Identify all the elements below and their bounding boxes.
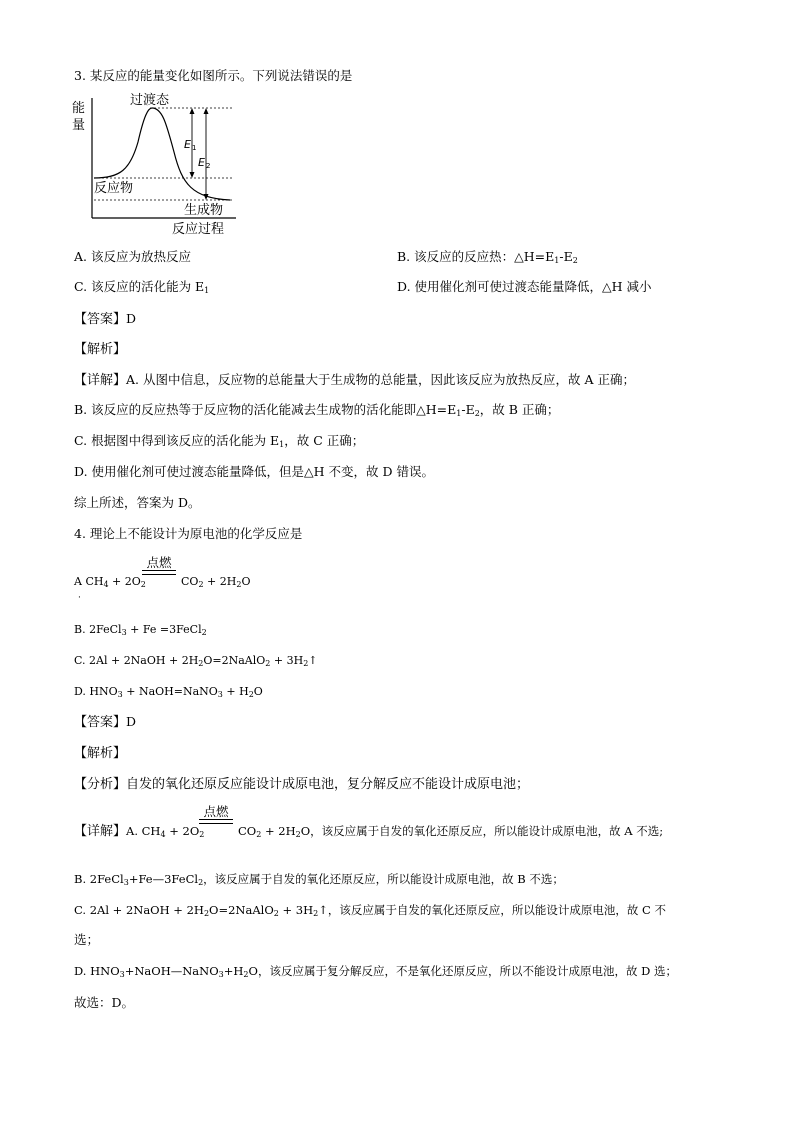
q3-analysis-tag: 【解析】: [74, 342, 127, 357]
q3-detail-d: D. 使用催化剂可使过渡态能量降低，但是△H 不变，故 D 错误。: [74, 464, 434, 479]
q3-option-a: A. 该反应为放热反应: [74, 249, 191, 264]
x-axis-label: 反应过程: [172, 222, 225, 237]
energy-diagram: [70, 92, 240, 238]
y-label-1: 能: [72, 101, 86, 116]
svg-text:1: 1: [192, 144, 197, 152]
reactant-label: 反应物: [94, 181, 134, 196]
q4-analysis-tag: 【解析】: [74, 746, 127, 761]
q3-option-b: B. 该反应的反应热：$\triangle H=E_1-E_2$: [397, 249, 578, 265]
e1-label: E: [184, 138, 191, 151]
q4-answer: 【答案】D: [74, 714, 137, 730]
q4-final: 故选：D。: [74, 995, 135, 1010]
q4-detail-c-wrap: 选；: [74, 932, 100, 947]
q3-summary: 综上所述，答案为 D。: [74, 495, 201, 510]
q3-detail-a: 【详解】A. 从图中信息，反应物的总能量大于生成物的总能量，因此该反应为放热反应，故 A 正确；: [74, 372, 635, 388]
q4-option-c: C. 2Al + 2NaOH + $2H_2O=2NaAlO_2$ + $3H_2↑$: [74, 654, 318, 668]
q4-detail-a: 【详解】A. $CH_4 + 2O_2$: [74, 824, 205, 839]
q4-detail-c: C. 2Al + 2NaOH + $2H_2O=2NaAlO_2$ + $3H_2↑$，该反应属于自发的氧化还原反应，所以能设计成原电池，故 C 不: [74, 903, 666, 918]
q4-option-b: B. 2FeCl$_3$ + Fe =3FeCl$_2$: [74, 623, 207, 637]
q4-stem: 4. 理论上不能设计为原电池的化学反应是: [74, 526, 303, 541]
svg-text:2: 2: [206, 162, 211, 170]
q4-detail-d: D. $HNO_3+NaOH—NaNO_3+H_2O$，该反应属于复分解反应，不是氧化还原反应，所以不能设计成原电池，故 D 选；: [74, 964, 677, 979]
q3-stem: 3. 某反应的能量变化如图所示。下列说法错误的是: [74, 68, 353, 83]
q3-option-c: C. 该反应的活化能为 $E_1$: [74, 279, 210, 295]
q4-analyze: 【分析】自发的氧化还原反应能设计成原电池，复分解反应不能设计成原电池；: [74, 777, 530, 792]
q4-detail-a-rest: $CO_2 + 2H_2O$，该反应属于自发的氧化还原反应，所以能设计成原电池，故 A 不选;: [238, 824, 664, 839]
q3-answer: 【答案】D: [74, 311, 137, 327]
q4-option-a-rhs: $CO_2 + 2H_2O$: [181, 575, 251, 589]
q3-option-d: D. 使用催化剂可使过渡态能量降低，△H 减小: [397, 279, 652, 294]
product-label: 生成物: [184, 203, 224, 218]
q4-option-a: A $CH_4 + 2O_2$: [74, 575, 146, 589]
y-label-2: 量: [72, 118, 86, 133]
transition-state-label: 过渡态: [130, 93, 170, 108]
q4-detail-condition-burn: 点燃: [199, 806, 233, 824]
q3-detail-c: C. 根据图中得到该反应的活化能为 $E_1$，故 C 正确；: [74, 433, 365, 449]
q4-condition-burn: 点燃: [142, 557, 176, 575]
q3-detail-b: B. 该反应的反应热等于反应物的活化能减去生成物的活化能即$\triangle H=E_1-E_2$，故 B 正确；: [74, 402, 560, 418]
q4-detail-b: B. 2FeCl$_3$+Fe—3FeCl$_2$，该反应属于自发的氧化还原反应，所以能设计成原电池，故 B 不选；: [74, 872, 564, 887]
q4-option-d: D. $HNO_3$ + NaOH=NaNO$_3$ + $H_2O$: [74, 685, 263, 699]
q4-option-a-dot: ·: [78, 593, 81, 603]
e2-label: E: [198, 156, 205, 169]
